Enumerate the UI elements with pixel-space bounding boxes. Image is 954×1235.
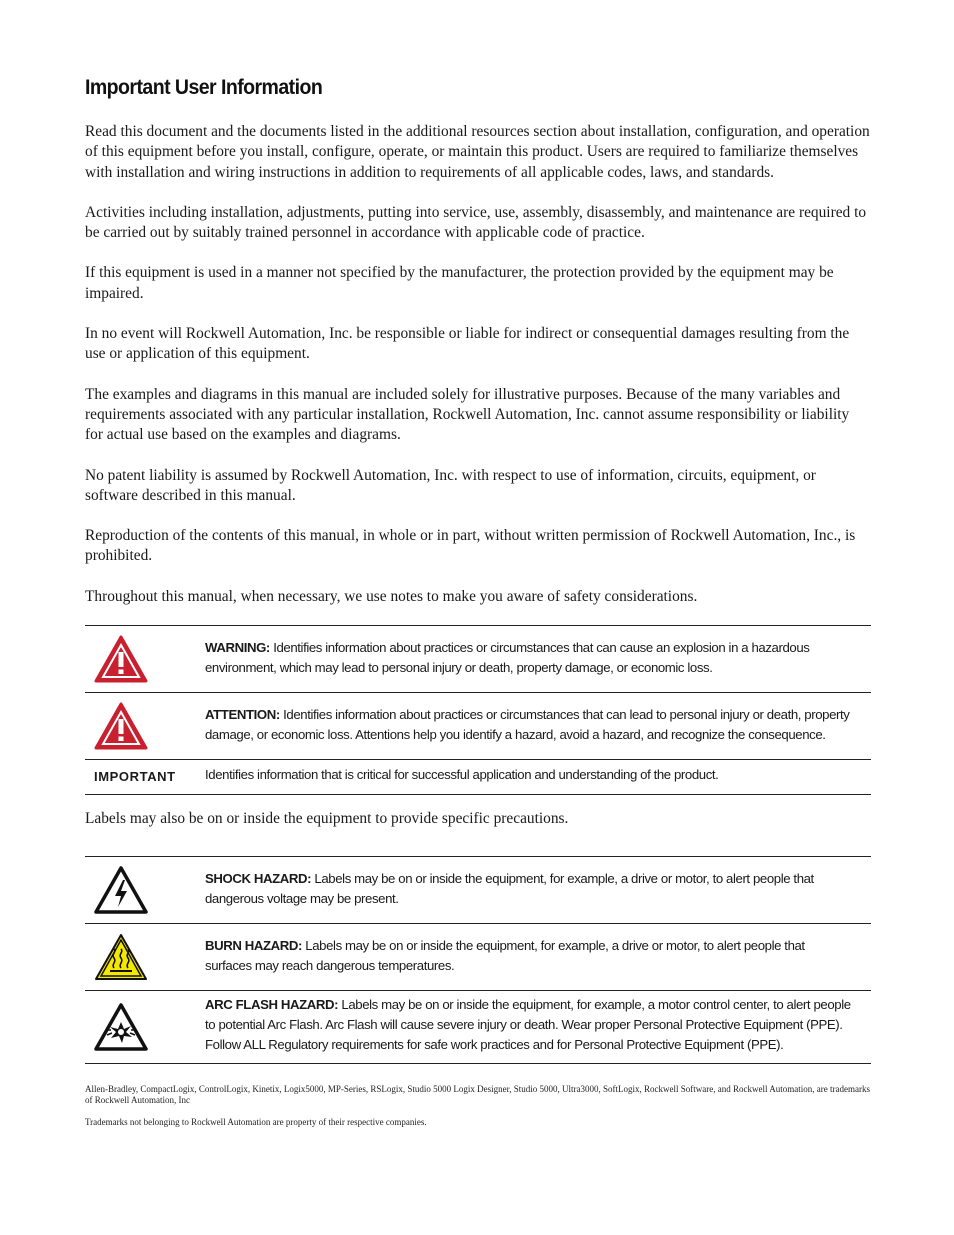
burn-hazard-note: [203, 924, 871, 991]
burn-hazard-icon: [93, 932, 149, 982]
burn-hazard-row: [85, 924, 871, 991]
shock-hazard-note: [203, 857, 871, 924]
shock-hazard-label: SHOCK HAZARD:: [205, 871, 312, 887]
shock-hazard-row: [85, 857, 871, 924]
arc-flash-hazard-row: [85, 991, 871, 1064]
paragraph-liability: In no event will Rockwell Automation, Inc. be responsible or liable for indirect or consequential damages resulting from the use or application of this equipment.: [85, 325, 850, 363]
attention-triangle-icon: [93, 701, 149, 751]
page-content: [85, 76, 871, 1128]
paragraph-examples-diagrams: The examples and diagrams in this manual are included solely for illustrative purposes. Because of the many variables and requirements associated with any particular installation, Rockwell Automation, Inc. cannot assume responsibility or liability for actual use based on the examples and diagrams.: [85, 385, 850, 444]
paragraph-protection-impaired: If this equipment is used in a manner not specified by the manufacturer, the protection provided by the equipment may be impaired.: [85, 264, 834, 302]
shock-hazard-text: Labels may be on or inside the equipment, for example, a drive or motor, to alert people that dangerous voltage may be present.: [205, 871, 814, 907]
other-trademarks-notice: Trademarks not belonging to Rockwell Automation are property of their respective companies.: [85, 1117, 427, 1128]
warning-note: [203, 626, 871, 693]
attention-note: [203, 693, 871, 760]
warning-row: [85, 626, 871, 693]
warning-triangle-icon: [93, 634, 149, 684]
page-title: Important User Information: [85, 76, 323, 99]
safety-notes-table: [85, 625, 871, 795]
arc-flash-hazard-icon: [93, 1002, 149, 1052]
burn-hazard-text: Labels may be on or inside the equipment, for example, a drive or motor, to alert people that surfaces may reach dangerous temperatures.: [205, 938, 805, 974]
shock-hazard-icon: [93, 865, 149, 915]
important-label: IMPORTANT: [94, 769, 176, 785]
hazard-labels-table: [85, 856, 871, 1064]
paragraph-patent: No patent liability is assumed by Rockwell Automation, Inc. with respect to use of information, circuits, equipment, or software described in this manual.: [85, 466, 816, 504]
trademarks-notice: Allen-Bradley, CompactLogix, ControlLogix, Kinetix, Logix5000, MP-Series, RSLogix, Studio 5000 Logix Designer, Studio 5000, Ultra3000, SoftLogix, Rockwell Software, and Rockwell Automation, are trademarks of Rockwell Automation, Inc: [85, 1084, 870, 1106]
paragraph-safety-notes-intro: Throughout this manual, when necessary, we use notes to make you aware of safety considerations.: [85, 587, 698, 605]
labels-intro: Labels may also be on or inside the equipment to provide specific precautions.: [85, 810, 569, 828]
arc-flash-hazard-text: Labels may be on or inside the equipment, for example, a motor control center, to alert people to potential Arc Flash. Arc Flash will cause severe injury or death. Wear proper Personal Protective Equipment (PPE). Follow ALL Regulatory requirements for safe work practices and for Personal Protective Equipment (PPE).: [205, 997, 851, 1053]
warning-label: WARNING:: [205, 640, 270, 656]
burn-hazard-label: BURN HAZARD:: [205, 938, 303, 954]
attention-row: [85, 693, 871, 760]
paragraph-trained-personnel: Activities including installation, adjustments, putting into service, use, assembly, disassembly, and maintenance are required to be carried out by suitably trained personnel in accordance with applicable code of practice.: [85, 203, 867, 242]
paragraph-reproduction: Reproduction of the contents of this manual, in whole or in part, without written permission of Rockwell Automation, Inc., is prohibited.: [85, 527, 856, 565]
attention-label: ATTENTION:: [205, 707, 280, 723]
arc-flash-hazard-label: ARC FLASH HAZARD:: [205, 997, 339, 1013]
warning-text: Identifies information about practices or circumstances that can cause an explosion in a hazardous environment, which may lead to personal injury or death, property damage, or economic loss.: [205, 640, 810, 676]
paragraph-read-document: Read this document and the documents listed in the additional resources section about installation, configuration, and operation of this equipment before you install, configure, operate, or maintain this product. Users are required to familiarize themselves with installation and wiring instructions in addition to requirements of all applicable codes, laws, and standards.: [85, 123, 870, 181]
important-row: [85, 760, 871, 795]
attention-text: Identifies information about practices or circumstances that can lead to personal injury or death, property damage, or economic loss. Attentions help you identify a hazard, avoid a hazard, and recognize the consequence.: [205, 707, 850, 743]
important-note: [203, 760, 871, 795]
important-text: Identifies information that is critical for successful application and understanding of the product.: [205, 767, 719, 783]
arc-flash-hazard-note: [203, 991, 871, 1064]
